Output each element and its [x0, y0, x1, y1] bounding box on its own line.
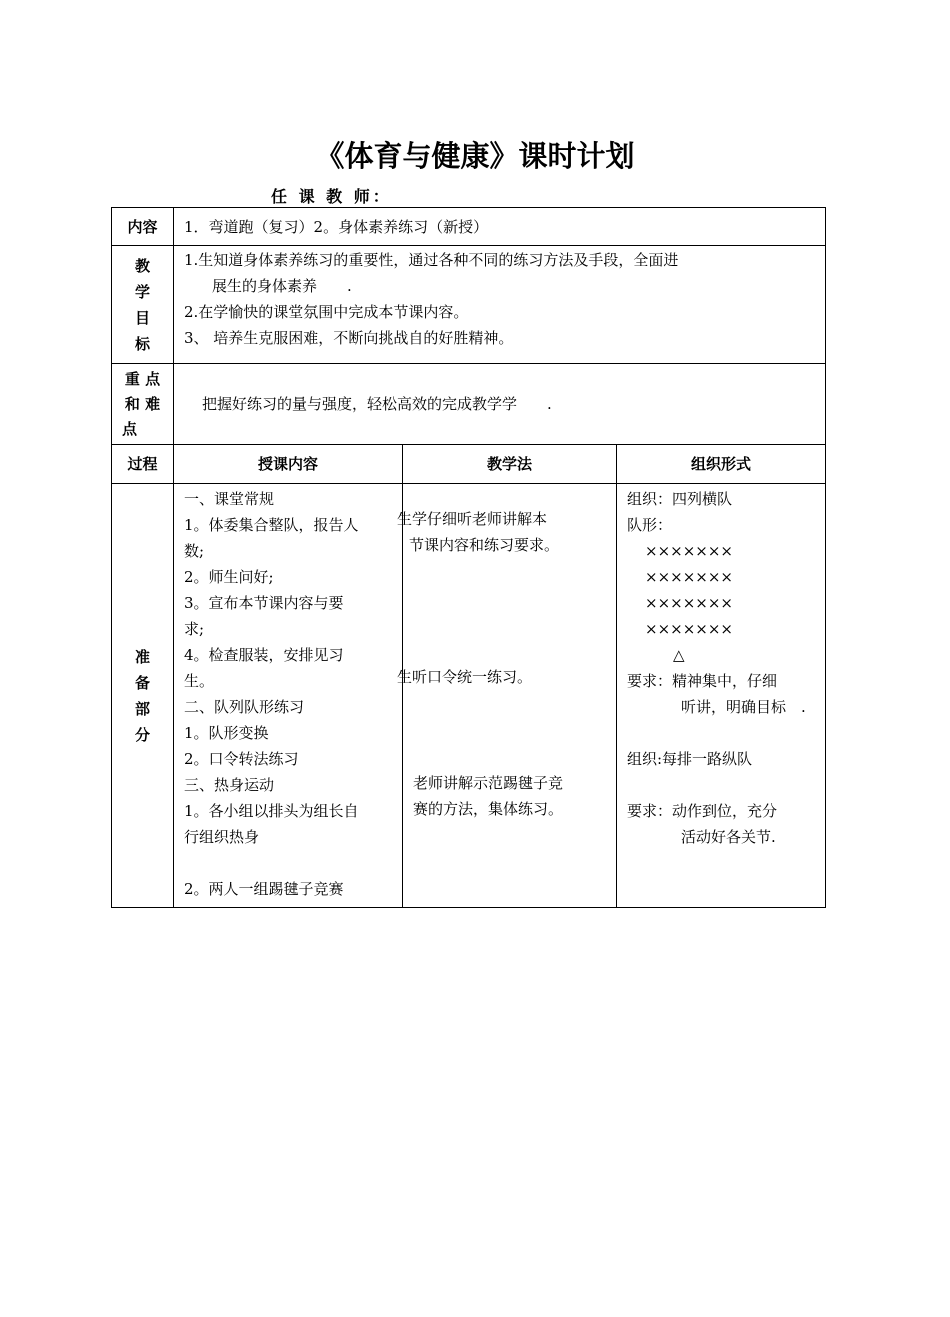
- keypoints-text: 把握好练习的量与强度，轻松高效的完成教学学 .: [174, 364, 826, 445]
- prep-content-line: 2。口令转法练习: [184, 750, 299, 768]
- formation-row: ×××××××: [645, 568, 733, 586]
- prep-label-char: 备: [134, 673, 150, 692]
- prep-label-char: 部: [134, 699, 150, 718]
- goals-label-char: 学: [134, 282, 150, 301]
- teacher-label: 任 课 教 师：: [271, 187, 392, 206]
- goal-line: 3、 培养生克服困难，不断向挑战自的好胜精神。: [184, 329, 514, 347]
- org-line: 活动好各关节.: [681, 828, 776, 846]
- org-line: 组织:每排一路纵队: [627, 750, 753, 768]
- method-line: 节课内容和练习要求。: [409, 536, 560, 554]
- page-title: 《体育与健康》课时计划: [315, 139, 635, 173]
- keypoints-label: [112, 364, 174, 445]
- method-block-commands: [397, 664, 611, 690]
- prep-content-line: 求;: [184, 620, 205, 638]
- content-text: 1．弯道跑（复习）2。身体素养练习（新授）: [174, 208, 826, 246]
- prep-content-line: 一、课堂常规: [184, 490, 275, 508]
- goal-line: 展生的身体素养 .: [212, 277, 352, 295]
- lesson-plan-table: [111, 207, 826, 908]
- keypoints-label-line: 重 点: [124, 369, 161, 388]
- content-label: 内容: [112, 208, 174, 246]
- keypoints-row: [112, 364, 826, 445]
- goal-line: 1.生知道身体素养练习的重要性，通过各种不同的练习方法及手段，全面进: [184, 251, 679, 269]
- content-row: [112, 208, 826, 246]
- method-line: 生听口令统一练习。: [397, 668, 533, 686]
- prep-content-line: 二、队列队形练习: [184, 698, 305, 716]
- header-org: 组织形式: [617, 445, 826, 484]
- header-process: 过程: [112, 445, 174, 484]
- prep-content-line: 2。师生问好;: [184, 568, 274, 586]
- prep-content-line: 三、热身运动: [184, 776, 275, 794]
- prep-content-line: 1。体委集合整队，报告人: [184, 516, 359, 534]
- prep-label-char: 准: [134, 647, 150, 666]
- prep-method: [397, 484, 617, 908]
- org-line: 听讲，明确目标 .: [681, 698, 806, 716]
- org-line: 要求：精神集中，仔细: [627, 672, 778, 690]
- prep-label: [112, 484, 174, 908]
- org-spacer: [627, 772, 821, 798]
- org-line: 组织：四列横队: [627, 490, 733, 508]
- method-block-shuttlecock: [413, 770, 613, 822]
- header-row: [112, 445, 826, 484]
- prep-content-line: 1。队形变换: [184, 724, 269, 742]
- method-block-explain: [397, 506, 611, 558]
- method-line: 生学仔细听老师讲解本: [397, 510, 548, 528]
- goals-row: [112, 246, 826, 364]
- header-content: 授课内容: [174, 445, 403, 484]
- prep-content-line: [184, 850, 396, 876]
- formation-row: ×××××××: [645, 620, 733, 638]
- keypoints-label-line: 点: [122, 419, 138, 438]
- method-line: 赛的方法，集体练习。: [413, 800, 564, 818]
- prep-content-line: 4。检查服装，安排见习: [184, 646, 344, 664]
- prep-content-line: 数;: [184, 542, 205, 560]
- teacher-triangle-icon: △: [673, 646, 685, 664]
- method-line: 老师讲解示范踢毽子竞: [413, 774, 564, 792]
- goals-label-char: 标: [134, 334, 150, 353]
- goals-label: [112, 246, 174, 364]
- header-method: 教学法: [403, 445, 617, 484]
- prep-org: [617, 484, 826, 908]
- prep-row: [112, 484, 826, 908]
- keypoints-label-line: 和 难: [124, 394, 161, 413]
- org-spacer: [627, 720, 821, 746]
- goal-line: 2.在学愉快的课堂氛围中完成本节课内容。: [184, 303, 469, 321]
- goals-label-char: 目: [134, 308, 150, 327]
- formation-row: ×××××××: [645, 542, 733, 560]
- prep-content-line: 1。各小组以排头为组长自: [184, 802, 359, 820]
- prep-content-line: 生。: [184, 672, 215, 690]
- org-line: 队形：: [627, 516, 673, 534]
- prep-content-line: 3。宣布本节课内容与要: [184, 594, 344, 612]
- prep-content-line: 2。两人一组踢毽子竞赛: [184, 880, 344, 898]
- prep-content-line: 行组织热身: [184, 828, 260, 846]
- org-line: 要求：动作到位，充分: [627, 802, 778, 820]
- prep-label-char: 分: [134, 725, 150, 744]
- prep-content: [174, 484, 403, 908]
- goals-text: [174, 246, 826, 364]
- formation-row: ×××××××: [645, 594, 733, 612]
- goals-label-char: 教: [134, 256, 150, 275]
